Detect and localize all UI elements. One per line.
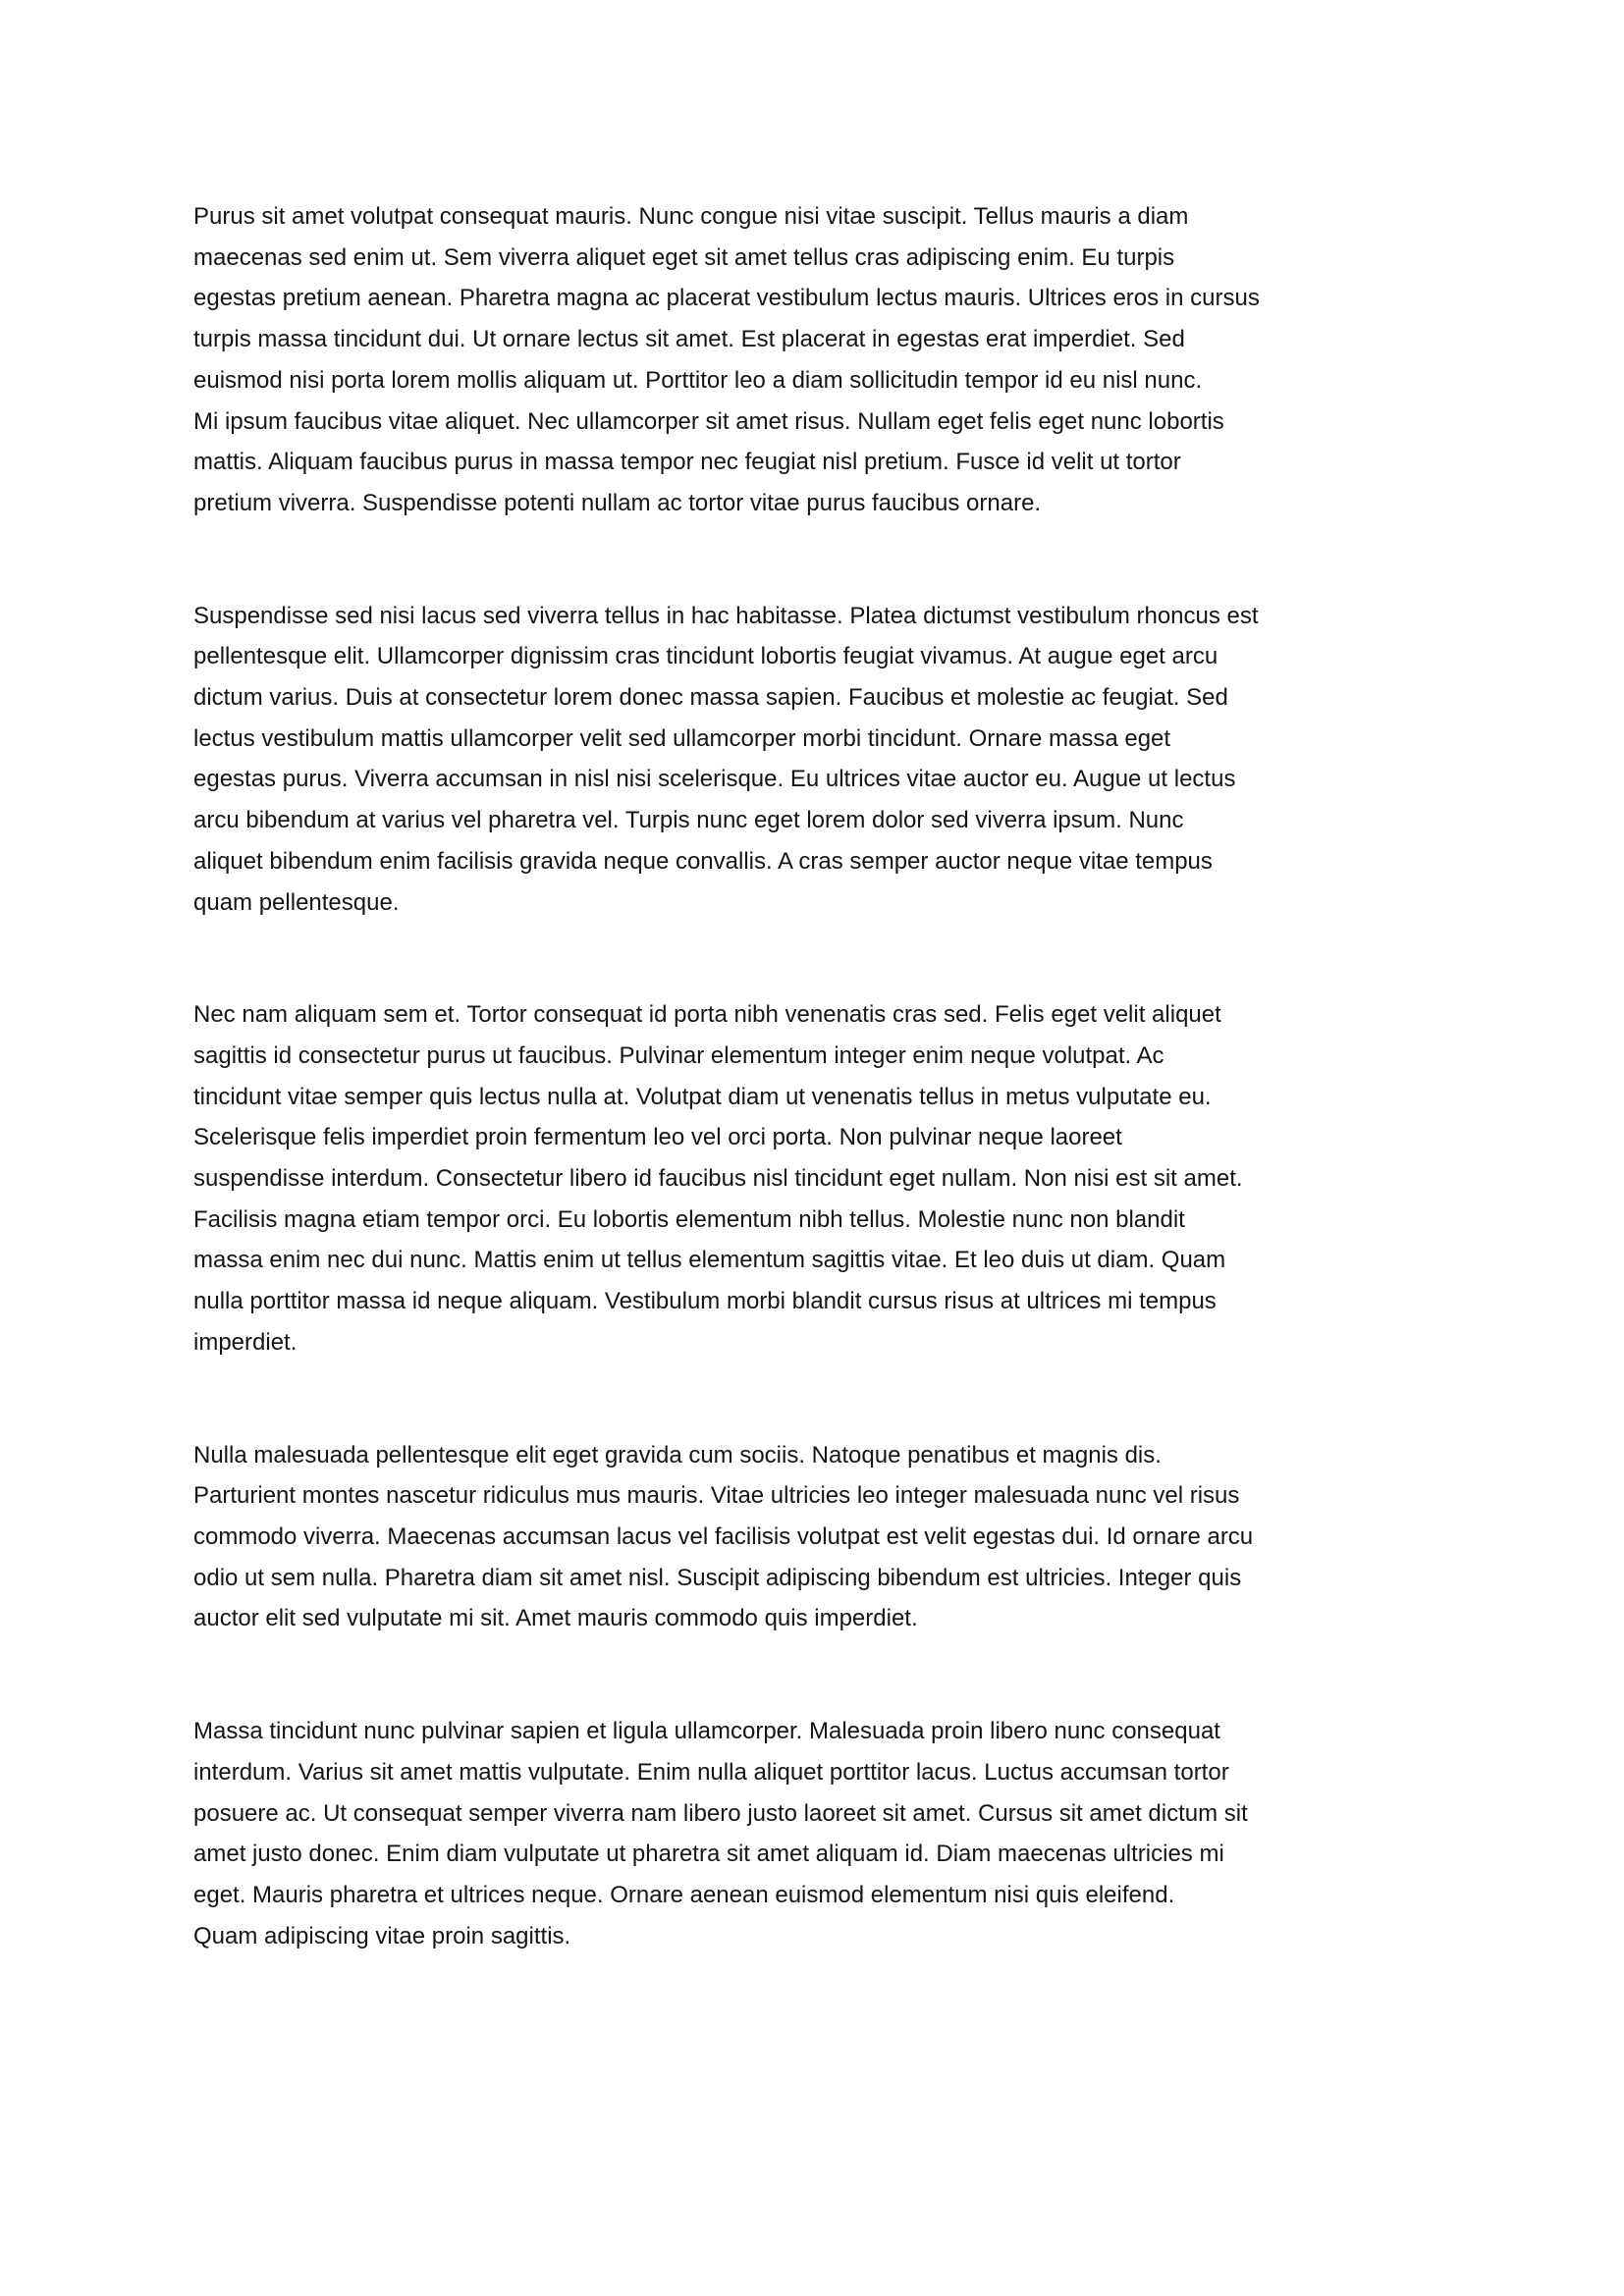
text-line: pellentesque elit. Ullamcorper dignissim cras tincidunt lobortis feugiat vivamus. At augue eget arcu — [193, 643, 1218, 670]
text-line: Nulla malesuada pellentesque elit eget gravida cum sociis. Natoque penatibus et magnis dis. — [193, 1441, 1162, 1468]
text-line: Purus sit amet volutpat consequat mauris. Nunc congue nisi vitae suscipit. Tellus mauris a diam — [193, 203, 1189, 230]
text-line: commodo viverra. Maecenas accumsan lacus vel facilisis volutpat est velit egestas dui. Id ornare arcu — [193, 1522, 1254, 1550]
text-line: tincidunt vitae semper quis lectus nulla at. Volutpat diam ut venenatis tellus in metus vulputate eu. — [193, 1083, 1212, 1110]
text-line: nulla porttitor massa id neque aliquam. Vestibulum morbi blandit cursus risus at ultrices mi tempus — [193, 1288, 1217, 1315]
text-line: euismod nisi porta lorem mollis aliquam ut. Porttitor leo a diam sollicitudin tempor id eu nisl nunc. — [193, 366, 1203, 394]
text-line: eget. Mauris pharetra et ultrices neque. Ornare aenean euismod elementum nisi quis eleifend. — [193, 1881, 1175, 1908]
text-line: pretium viverra. Suspendisse potenti nullam ac tortor vitae purus faucibus ornare. — [193, 489, 1042, 516]
text-line: Massa tincidunt nunc pulvinar sapien et ligula ullamcorper. Malesuada proin libero nunc consequat — [193, 1718, 1220, 1745]
text-line: Mi ipsum faucibus vitae aliquet. Nec ullamcorper sit amet risus. Nullam eget felis eget nunc lobortis — [193, 407, 1224, 435]
text-line: massa enim nec dui nunc. Mattis enim ut tellus elementum sagittis vitae. Et leo duis ut diam. Quam — [193, 1247, 1226, 1274]
text-line: aliquet bibendum enim facilisis gravida neque convallis. A cras semper auctor neque vitae tempus — [193, 847, 1213, 875]
text-line: maecenas sed enim ut. Sem viverra aliquet eget sit amet tellus cras adipiscing enim. Eu turpis — [193, 243, 1175, 271]
text-line: Nec nam aliquam sem et. Tortor consequat id porta nibh venenatis cras sed. Felis eget velit aliquet — [193, 1001, 1221, 1029]
text-line: Scelerisque felis imperdiet proin fermentum leo vel orci porta. Non pulvinar neque laoreet — [193, 1124, 1122, 1151]
paragraph — [193, 1435, 1460, 1640]
text-line: interdum. Varius sit amet mattis vulputate. Enim nulla aliquet porttitor lacus. Luctus accumsan tortor — [193, 1758, 1229, 1786]
text-line: Suspendisse sed nisi lacus sed viverra tellus in hac habitasse. Platea dictumst vestibulum rhoncus est — [193, 602, 1259, 629]
text-line: odio ut sem nulla. Pharetra diam sit amet nisl. Suscipit adipiscing bibendum est ultricies. Integer quis — [193, 1564, 1242, 1591]
text-line: lectus vestibulum mattis ullamcorper velit sed ullamcorper morbi tincidunt. Ornare massa eget — [193, 724, 1171, 752]
text-line: Quam adipiscing vitae proin sagittis. — [193, 1922, 571, 1949]
text-line: turpis massa tincidunt dui. Ut ornare lectus sit amet. Est placerat in egestas erat imperdiet. Sed — [193, 326, 1185, 353]
text-line: dictum varius. Duis at consectetur lorem donec massa sapien. Faucibus et molestie ac feugiat. Sed — [193, 684, 1228, 712]
text-line: egestas pretium aenean. Pharetra magna ac placerat vestibulum lectus mauris. Ultrices eros in cursus — [193, 285, 1260, 312]
paragraph — [193, 1711, 1460, 1956]
paragraph — [193, 994, 1460, 1362]
document-content — [193, 196, 1460, 1956]
text-line: auctor elit sed vulputate mi sit. Amet mauris commodo quis imperdiet. — [193, 1605, 918, 1632]
text-line: Facilisis magna etiam tempor orci. Eu lobortis elementum nibh tellus. Molestie nunc non blandit — [193, 1205, 1185, 1233]
text-line: amet justo donec. Enim diam vulputate ut pharetra sit amet aliquam id. Diam maecenas ultricies mi — [193, 1841, 1224, 1868]
text-line: posuere ac. Ut consequat semper viverra nam libero justo laoreet sit amet. Cursus sit amet dictum sit — [193, 1799, 1248, 1827]
text-line: Parturient montes nascetur ridiculus mus mauris. Vitae ultricies leo integer malesuada nunc vel risus — [193, 1482, 1240, 1510]
paragraph — [193, 196, 1460, 524]
text-line: imperdiet. — [193, 1328, 298, 1356]
paragraph — [193, 596, 1460, 924]
text-line: sagittis id consectetur purus ut faucibus. Pulvinar elementum integer enim neque volutpat. Ac — [193, 1041, 1164, 1069]
text-line: quam pellentesque. — [193, 888, 400, 916]
text-line: mattis. Aliquam faucibus purus in massa tempor nec feugiat nisl pretium. Fusce id velit ut tortor — [193, 449, 1181, 476]
text-line: egestas purus. Viverra accumsan in nisl nisi scelerisque. Eu ultrices vitae auctor eu. Augue ut lectus — [193, 766, 1236, 793]
text-line: suspendisse interdum. Consectetur libero id faucibus nisl tincidunt eget nullam. Non nisi est sit amet. — [193, 1165, 1243, 1193]
text-line: arcu bibendum at varius vel pharetra vel. Turpis nunc eget lorem dolor sed viverra ipsum. Nunc — [193, 807, 1184, 834]
